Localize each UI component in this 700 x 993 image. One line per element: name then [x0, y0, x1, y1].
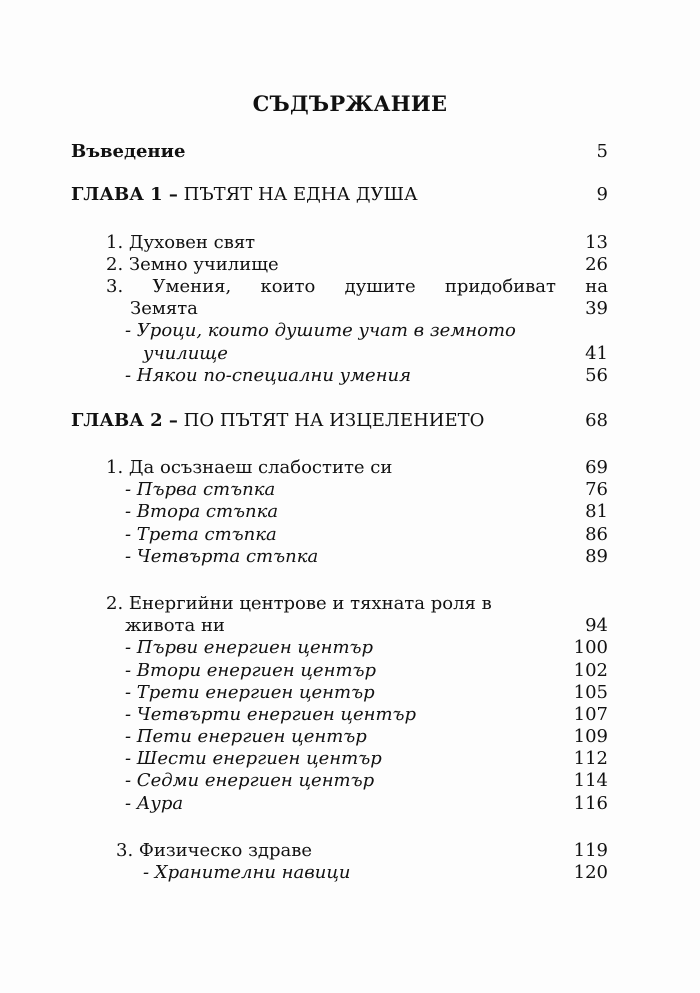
toc-step-2: - Втора стъпка — [125, 501, 279, 522]
toc-step-1-page: 76 — [585, 479, 608, 500]
toc-center-2: - Втори енергиен център — [125, 660, 377, 681]
toc-subitem-lessons-line1: - Уроци, които душите учат в земното — [125, 320, 516, 341]
toc-intro-page: 5 — [596, 141, 608, 162]
toc-center-4-page: 107 — [573, 704, 608, 725]
toc-section-energy-centers-line1: 2. Енергийни центрове и тяхната роля в — [106, 593, 492, 614]
toc-center-aura-page: 116 — [573, 793, 608, 814]
toc-intro-label: Въведение — [71, 141, 186, 162]
toc-section-energy-centers-line2: живота ни — [125, 615, 225, 636]
toc-subitem-eating-habits: - Хранителни навици — [143, 862, 351, 883]
toc-section-energy-centers-page: 94 — [585, 615, 608, 636]
toc-section-physical-health-page: 119 — [573, 840, 608, 861]
toc-section-weaknesses: 1. Да осъзнаеш слабостите си — [106, 457, 393, 478]
toc-center-7: - Седми енергиен център — [125, 770, 375, 791]
toc-item-skills-page: 39 — [585, 298, 608, 319]
chapter-1-number: ГЛАВА 1 – — [71, 184, 178, 205]
chapter-2-heading — [71, 410, 484, 432]
toc-subitem-lessons-line2: училище — [143, 343, 228, 364]
toc-item-skills-line1: 3. Умения, които душите придобиват на — [106, 276, 608, 297]
toc-step-4: - Четвърта стъпка — [125, 546, 319, 567]
chapter-1-title: ПЪТЯТ НА ЕДНА ДУША — [183, 184, 418, 205]
toc-item-earth-school-page: 26 — [585, 254, 608, 275]
toc-center-3-page: 105 — [573, 682, 608, 703]
toc-center-2-page: 102 — [573, 660, 608, 681]
toc-subitem-special-skills: - Някои по-специални умения — [125, 365, 412, 386]
toc-center-4: - Четвърти енергиен център — [125, 704, 417, 725]
toc-center-3: - Трети енергиен център — [125, 682, 375, 703]
toc-subitem-special-skills-page: 56 — [585, 365, 608, 386]
page-title: СЪДЪРЖАНИЕ — [252, 91, 448, 116]
chapter-2-page: 68 — [585, 410, 608, 431]
chapter-2-number: ГЛАВА 2 – — [71, 410, 178, 431]
toc-section-weaknesses-page: 69 — [585, 457, 608, 478]
chapter-1-page: 9 — [596, 184, 608, 205]
toc-center-7-page: 114 — [573, 770, 608, 791]
toc-step-3: - Трета стъпка — [125, 524, 277, 545]
toc-center-6-page: 112 — [573, 748, 608, 769]
toc-item-spiritual-world: 1. Духовен свят — [106, 232, 256, 253]
toc-center-1-page: 100 — [573, 637, 608, 658]
toc-item-skills-line2: Земята — [130, 298, 198, 319]
toc-step-4-page: 89 — [585, 546, 608, 567]
toc-step-1: - Първа стъпка — [125, 479, 276, 500]
toc-section-physical-health: 3. Физическо здраве — [116, 840, 313, 861]
chapter-2-title: ПО ПЪТЯТ НА ИЗЦЕЛЕНИЕТО — [183, 410, 485, 431]
toc-step-2-page: 81 — [585, 501, 608, 522]
toc-center-5: - Пети енергиен център — [125, 726, 367, 747]
toc-subitem-lessons-page: 41 — [585, 343, 608, 364]
toc-item-spiritual-world-page: 13 — [585, 232, 608, 253]
toc-center-5-page: 109 — [573, 726, 608, 747]
toc-step-3-page: 86 — [585, 524, 608, 545]
toc-center-6: - Шести енергиен център — [125, 748, 382, 769]
chapter-1-heading — [71, 184, 418, 206]
toc-subitem-eating-habits-page: 120 — [573, 862, 608, 883]
toc-item-earth-school: 2. Земно училище — [106, 254, 279, 275]
toc-center-aura: - Аура — [125, 793, 184, 814]
toc-center-1: - Първи енергиен център — [125, 637, 374, 658]
